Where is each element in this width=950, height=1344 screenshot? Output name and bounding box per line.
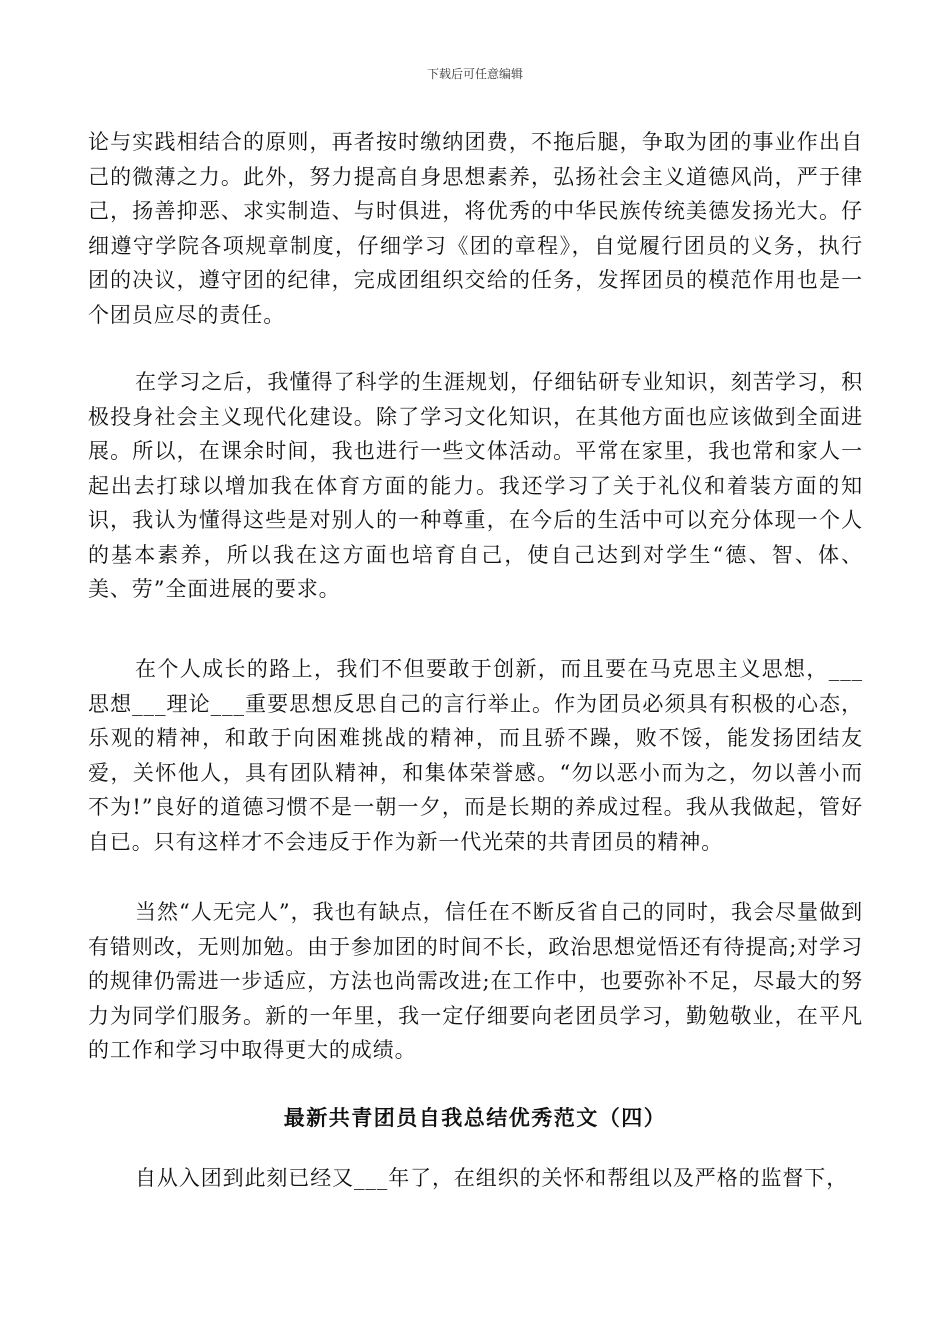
paragraph-3: 在个人成长的路上，我们不但要敢于创新，而且要在马克思主义思想，___思想___理论___重要思想反思自己的言行举止。作为团员必须具有积极的心态，乐观的精神，和敢于向困难挑战的精神，而且骄不躁，败不馁，能发扬团结友爱，关怀他人，具有团队精神，和集体荣誉感。“勿以恶小而为之，勿以善小而不为!”良好的道德习惯不是一朝一夕，而是长期的养成过程。我从我做起，管好自已。只有这样才不会违反于作为新一代光荣的共青团员的精神。 <box>88 657 863 854</box>
header-note: 下载后可任意编辑 <box>426 67 523 81</box>
paragraph-4: 当然“人无完人”，我也有缺点，信任在不断反省自己的同时，我会尽量做到有错则改，无则加勉。由于参加团的时间不长，政治思想觉悟还有待提高;对学习的规律仍需进一步适应，方法也尚需改进;在工作中，也要弥补不足，尽最大的努力为同学们服务。新的一年里，我一定仔细要向老团员学习，勤勉敬业，在平凡的工作和学习中取得更大的成绩。 <box>88 900 863 1062</box>
section-title: 最新共青团员自我总结优秀范文（四） <box>283 1105 667 1130</box>
paragraph-5: 自从入团到此刻已经又___年了，在组织的关怀和帮组以及严格的监督下， <box>135 1166 849 1190</box>
paragraph-1: 论与实践相结合的原则，再者按时缴纳团费，不拖后腿，争取为团的事业作出自己的微薄之力。此外，努力提高自身思想素养，弘扬社会主义道德风尚，严于律己，扬善抑恶、求实制造、与时俱进，将优秀的中华民族传统美德发扬光大。仔细遵守学院各项规章制度，仔细学习《团的章程》，自觉履行团员的义务，执行团的决议，遵守团的纪律，完成团组织交给的任务，发挥团员的模范作用也是一个团员应尽的责任。 <box>88 130 863 327</box>
paragraph-2: 在学习之后，我懂得了科学的生涯规划，仔细钻研专业知识，刻苦学习，积极投身社会主义现代化建设。除了学习文化知识，在其他方面也应该做到全面进展。所以，在课余时间，我也进行一些文体活动。平常在家里，我也常和家人一起出去打球以增加我在体育方面的能力。我还学习了关于礼仪和着装方面的知识，我认为懂得这些是对别人的一种尊重，在今后的生活中可以充分体现一个人的基本素养，所以我在这方面也培育自己，使自己达到对学生“德、智、体、美、劳”全面进展的要求。 <box>88 370 863 601</box>
